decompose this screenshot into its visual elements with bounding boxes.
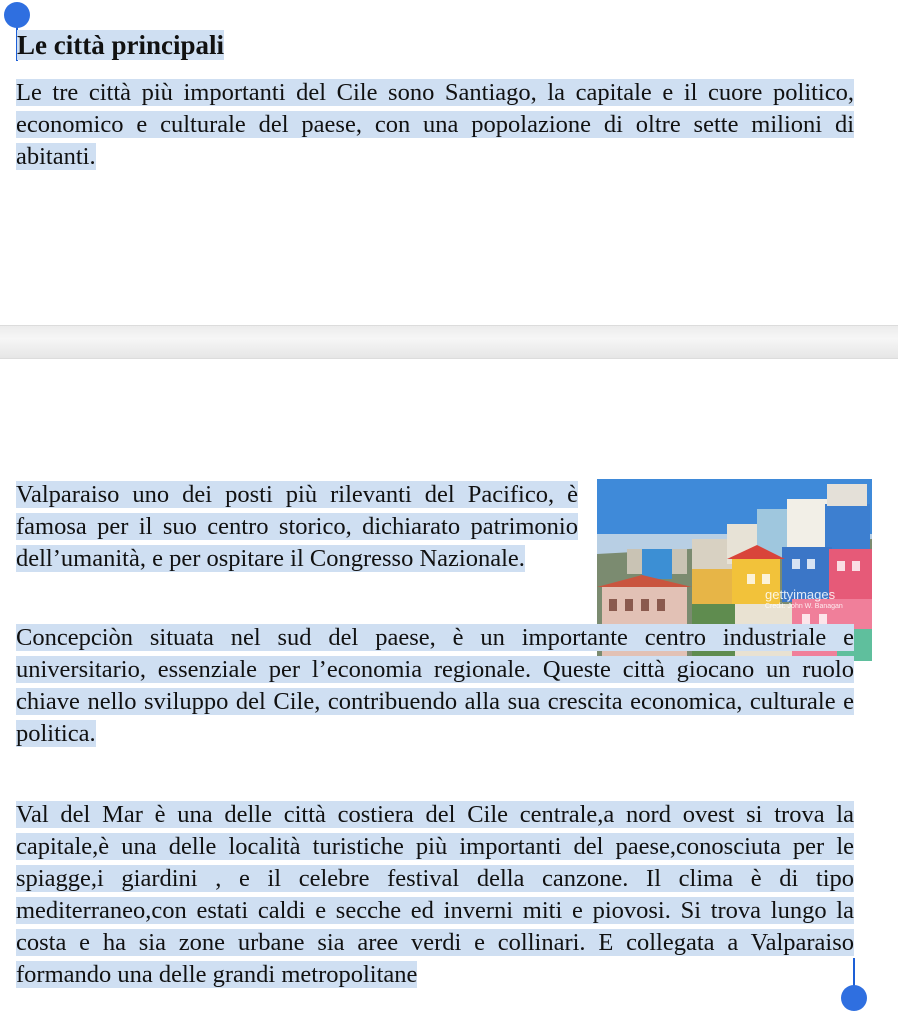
getty-watermark: gettyimages bbox=[765, 587, 836, 602]
photo-credit: Credit: John W. Banagan bbox=[765, 603, 843, 610]
section-heading bbox=[17, 28, 224, 62]
selection-start-handle[interactable] bbox=[4, 2, 30, 28]
paragraph-text: Valparaiso uno dei posti più rilevanti del Pacifico, è famosa per il suo centro storico, dichiarato patrimonio dell’umanità, e per ospitare il Congresso Nazionale. bbox=[16, 481, 578, 572]
paragraph-text: Val del Mar è una delle città costiera del Cile centrale,a nord ovest si trova la capitale,è una delle località turistiche più importanti del paese,conosciuta per le spiagge,i giardini , e il celebre festival della canzone. Il clima è di tipo mediterraneo,con estati caldi e secche ed inverni miti e piovosi. Si trova lungo la costa e ha sia zone urbane sia aree verdi e collinari. E collegata a Valparaiso formando una delle grandi metropolitane bbox=[16, 801, 854, 988]
paragraph-vina-del-mar bbox=[16, 799, 854, 991]
page-break bbox=[0, 325, 898, 359]
heading-text: Le città principali bbox=[17, 30, 224, 60]
paragraph-text: Concepciòn situata nel sud del paese, è un importante centro industriale e universitario, essenziale per l’economia regionale. Queste città giocano un ruolo chiave nello sviluppo del Cile, contribuendo alla sua crescita economica, culturale e politica. bbox=[16, 624, 854, 747]
paragraph-concepcion bbox=[16, 622, 854, 750]
paragraph-text: Le tre città più importanti del Cile sono Santiago, la capitale e il cuore politico, economico e culturale del paese, con una popolazione di oltre sette milioni di abitanti. bbox=[16, 79, 854, 170]
selection-end-handle[interactable] bbox=[841, 985, 867, 1011]
paragraph-santiago bbox=[16, 77, 854, 173]
paragraph-valparaiso bbox=[16, 479, 578, 575]
